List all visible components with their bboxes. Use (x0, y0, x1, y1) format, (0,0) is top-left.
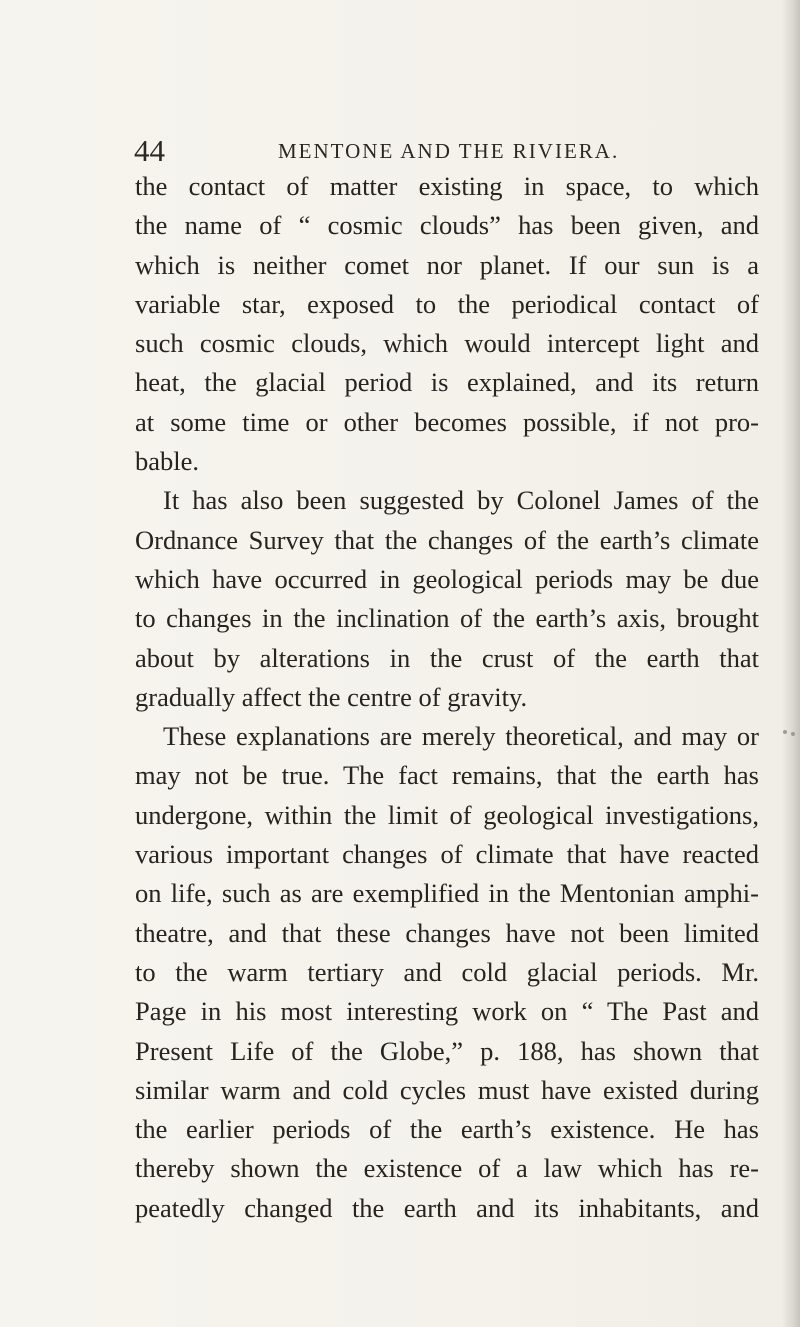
text-line: such cosmic clouds, which would intercept light and (135, 328, 759, 359)
text-line: peatedly changed the earth and its inhabitants, and (135, 1192, 759, 1223)
text-line: the contact of matter existing in space, to which (135, 171, 759, 201)
text-line: Ordnance Survey that the changes of the earth’s climate (135, 524, 759, 555)
page-header (134, 131, 754, 171)
text-line: similar warm and cold cycles must have existed during (135, 1074, 759, 1105)
text-line: on life, such as are exemplified in the Mentonian amphi- (135, 878, 759, 909)
text-line: which is neither comet nor planet. If our sun is a (135, 249, 759, 280)
text-line: Present Life of the Globe,” p. 188, has shown that (135, 1035, 759, 1066)
text-line: may not be true. The fact remains, that the earth has (135, 760, 759, 791)
text-line: at some time or other becomes possible, if not pro- (135, 406, 759, 437)
text-line: to the warm tertiary and cold glacial periods. Mr. (135, 956, 759, 987)
text-line: These explanations are merely theoretical, and may or (163, 721, 759, 752)
body-text (135, 167, 759, 1228)
text-line: theatre, and that these changes have not been limited (135, 917, 759, 948)
text-line: It has also been suggested by Colonel James of the (163, 485, 759, 516)
text-line: gradually affect the centre of gravity. (135, 681, 528, 712)
text-line: heat, the glacial period is explained, and its return (135, 367, 759, 398)
text-line: the name of “ cosmic clouds” has been given, and (135, 210, 759, 241)
text-line: thereby shown the existence of a law which has re- (135, 1153, 759, 1184)
text-line: variable star, exposed to the periodical contact of (135, 288, 759, 319)
text-line: the earlier periods of the earth’s existence. He has (135, 1114, 759, 1145)
running-head: MENTONE AND THE RIVIERA. (278, 139, 620, 163)
text-line: to changes in the inclination of the earth’s axis, brought (135, 603, 759, 634)
text-line: undergone, within the limit of geological investigations, (135, 799, 759, 830)
text-line: bable. (135, 446, 200, 477)
page-edge-shadow (782, 0, 800, 1327)
page-number: 44 (134, 133, 165, 168)
edge-mark (783, 730, 787, 734)
text-line: about by alterations in the crust of the earth that (135, 642, 759, 673)
text-line: various important changes of climate that have reacted (135, 839, 759, 870)
edge-mark (791, 732, 795, 736)
text-line: Page in his most interesting work on “ The Past and (135, 996, 759, 1027)
text-line: which have occurred in geological periods may be due (135, 563, 759, 594)
